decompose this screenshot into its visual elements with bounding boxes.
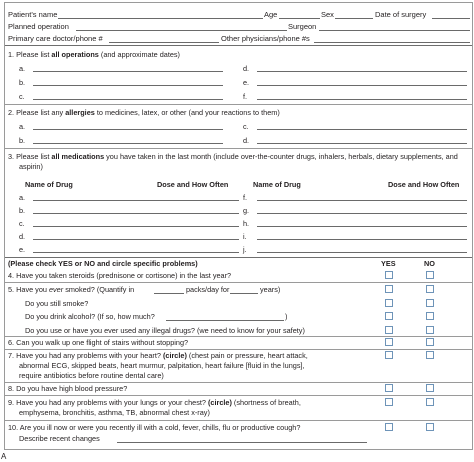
packs-per-day-field[interactable] <box>154 293 184 294</box>
row-divider <box>5 349 472 350</box>
q5-still-yes-checkbox[interactable] <box>385 299 393 307</box>
question-1: 1. Please list all operations (and approximate dates) <box>8 50 180 59</box>
primary-care-label: Primary care doctor/phone # <box>8 34 103 43</box>
question-7: 7. Have you had any problems with your heart? (circle) (chest pain or pressure, heart attack, <box>8 351 308 360</box>
q5-no-checkbox[interactable] <box>426 285 434 293</box>
other-physicians-label: Other physicians/phone #s <box>221 34 310 43</box>
patients-name-label: Patient's name <box>8 10 58 19</box>
q5-drugs-yes-checkbox[interactable] <box>385 326 393 334</box>
no-column-header: NO <box>424 259 435 268</box>
dose-header-right: Dose and How Often <box>388 180 460 189</box>
section-divider <box>5 148 472 149</box>
q8-no-checkbox[interactable] <box>426 384 434 392</box>
q7-no-checkbox[interactable] <box>426 351 434 359</box>
question-10-line-2: Describe recent changes <box>19 434 100 443</box>
question-9-line-2: emphysema, bronchitis, asthma, TB, abnormal chest x-ray) <box>19 408 210 417</box>
planned-operation-label: Planned operation <box>8 22 69 31</box>
surgeon-label: Surgeon <box>288 22 317 31</box>
q4-yes-checkbox[interactable] <box>385 271 393 279</box>
checklist-heading: (Please check YES or NO and circle specific problems) <box>8 259 198 268</box>
question-5-still-smoke: Do you still smoke? <box>25 299 89 308</box>
q5-still-no-checkbox[interactable] <box>426 299 434 307</box>
smoking-years-field[interactable] <box>230 293 258 294</box>
alcohol-close-paren: ) <box>285 312 288 321</box>
sex-label: Sex <box>321 10 334 19</box>
smoking-years-label: years) <box>260 285 281 294</box>
packs-per-day-label: packs/day for <box>186 285 230 294</box>
row-divider <box>5 336 472 337</box>
q8-yes-checkbox[interactable] <box>385 384 393 392</box>
q10-yes-checkbox[interactable] <box>385 423 393 431</box>
row-divider <box>5 382 472 383</box>
figure-label: A <box>1 452 7 461</box>
age-label: Age <box>264 10 278 19</box>
q6-no-checkbox[interactable] <box>426 338 434 346</box>
question-6: 6. Can you walk up one flight of stairs without stopping? <box>8 338 189 347</box>
question-3-continued: aspirin) <box>19 162 43 171</box>
row-divider <box>5 282 472 283</box>
q5-drugs-no-checkbox[interactable] <box>426 326 434 334</box>
question-7-line-3: require antibiotics before routine dental care) <box>19 371 164 380</box>
question-5: 5. Have you ever smoked? (Quantify in <box>8 285 135 294</box>
alcohol-amount-field[interactable] <box>166 320 284 321</box>
q9-no-checkbox[interactable] <box>426 398 434 406</box>
section-divider <box>5 45 472 46</box>
date-of-surgery-label: Date of surgery <box>375 10 427 19</box>
q5-alcohol-no-checkbox[interactable] <box>426 312 434 320</box>
question-3: 3. Please list all medications you have taken in the last month (include over-the-counter drugs, inhalers, herbals, dietary supplements, and <box>8 152 458 161</box>
drug-name-header-right: Name of Drug <box>253 180 301 189</box>
primary-care-field[interactable] <box>109 34 219 43</box>
question-4: 4. Have you taken steroids (prednisone or cortisone) in the last year? <box>8 271 232 280</box>
question-8: 8. Do you have high blood pressure? <box>8 384 128 393</box>
q7-yes-checkbox[interactable] <box>385 351 393 359</box>
section-divider <box>5 257 472 258</box>
preoperative-questionnaire: Patient's name Age Sex Date of surgery Planned operation Surgeon Primary care doctor/phone # Other physicians/phone #s 1. Please list all operations (and approximate dates) a. b. c. d. e. f. 2. Please list any allergies to medicines, latex, or other (and your reactions to them) a. b. c. d. 3. Please list all medications you have taken in the last month (include over-the-counter drugs, inhalers, herbals, dietary supplements, and aspirin) Name of Drug Dose and How Often Name of Drug Dose and How Often a. b. c. d. e. f. g. h. i. j. (Please check YES or NO and circle specific problems) YES NO 4. Have you taken steroids (prednisone or cortisone) in the last year? 5. Have you ever smoked? (Quantify in packs/day for years) Do you still smoke? Do you drink alcohol? (If so, how much? ) Do you use or have you ever used any illegal drugs? (we need to know for your safety) 6. Can you walk up one flight of stairs without stopping? 7. Have you had any problems with your heart? (circle) (chest pain or pressure, heart attack, abnormal ECG, skipped beats, heart murmur, palpitation, heart failure [fluid in the lungs], require antibiotics before routine dental care) 8. Do you have high blood pressure? 9. Have you had any problems with your lungs or your chest? (circle) (shortness of breath, emphysema, bronchitis, asthma, TB, abnormal chest x-ray) 10. Are you ill now or were you recently ill with a cold, fever, chills, flu or productive cough? Describe recent changes <box>4 2 473 450</box>
question-9: 9. Have you had any problems with your lungs or your chest? (circle) (shortness of breath, <box>8 398 301 407</box>
question-7-line-2: abnormal ECG, skipped beats, heart murmur, palpitation, heart failure [fluid in the lungs], <box>19 361 305 370</box>
other-physicians-field[interactable] <box>314 34 470 43</box>
sex-field[interactable] <box>335 10 373 19</box>
surgeon-field[interactable] <box>319 22 470 31</box>
recent-changes-field[interactable] <box>117 442 367 443</box>
q9-yes-checkbox[interactable] <box>385 398 393 406</box>
q5-alcohol-yes-checkbox[interactable] <box>385 312 393 320</box>
age-field[interactable] <box>279 10 320 19</box>
drug-name-header-left: Name of Drug <box>25 180 73 189</box>
q4-no-checkbox[interactable] <box>426 271 434 279</box>
question-5-alcohol: Do you drink alcohol? (If so, how much? <box>25 312 155 321</box>
q6-yes-checkbox[interactable] <box>385 338 393 346</box>
date-of-surgery-field[interactable] <box>432 10 470 19</box>
row-divider <box>5 395 472 396</box>
q10-no-checkbox[interactable] <box>426 423 434 431</box>
dose-header-left: Dose and How Often <box>157 180 229 189</box>
yes-column-header: YES <box>381 259 396 268</box>
question-5-drugs: Do you use or have you ever used any illegal drugs? (we need to know for your safety) <box>25 326 305 335</box>
section-divider <box>5 104 472 105</box>
question-2: 2. Please list any allergies to medicines, latex, or other (and your reactions to them) <box>8 108 280 117</box>
row-divider <box>5 420 472 421</box>
patients-name-field[interactable] <box>58 10 263 19</box>
q5-yes-checkbox[interactable] <box>385 285 393 293</box>
question-10: 10. Are you ill now or were you recently ill with a cold, fever, chills, flu or productive cough? <box>8 423 301 432</box>
planned-operation-field[interactable] <box>76 22 287 31</box>
